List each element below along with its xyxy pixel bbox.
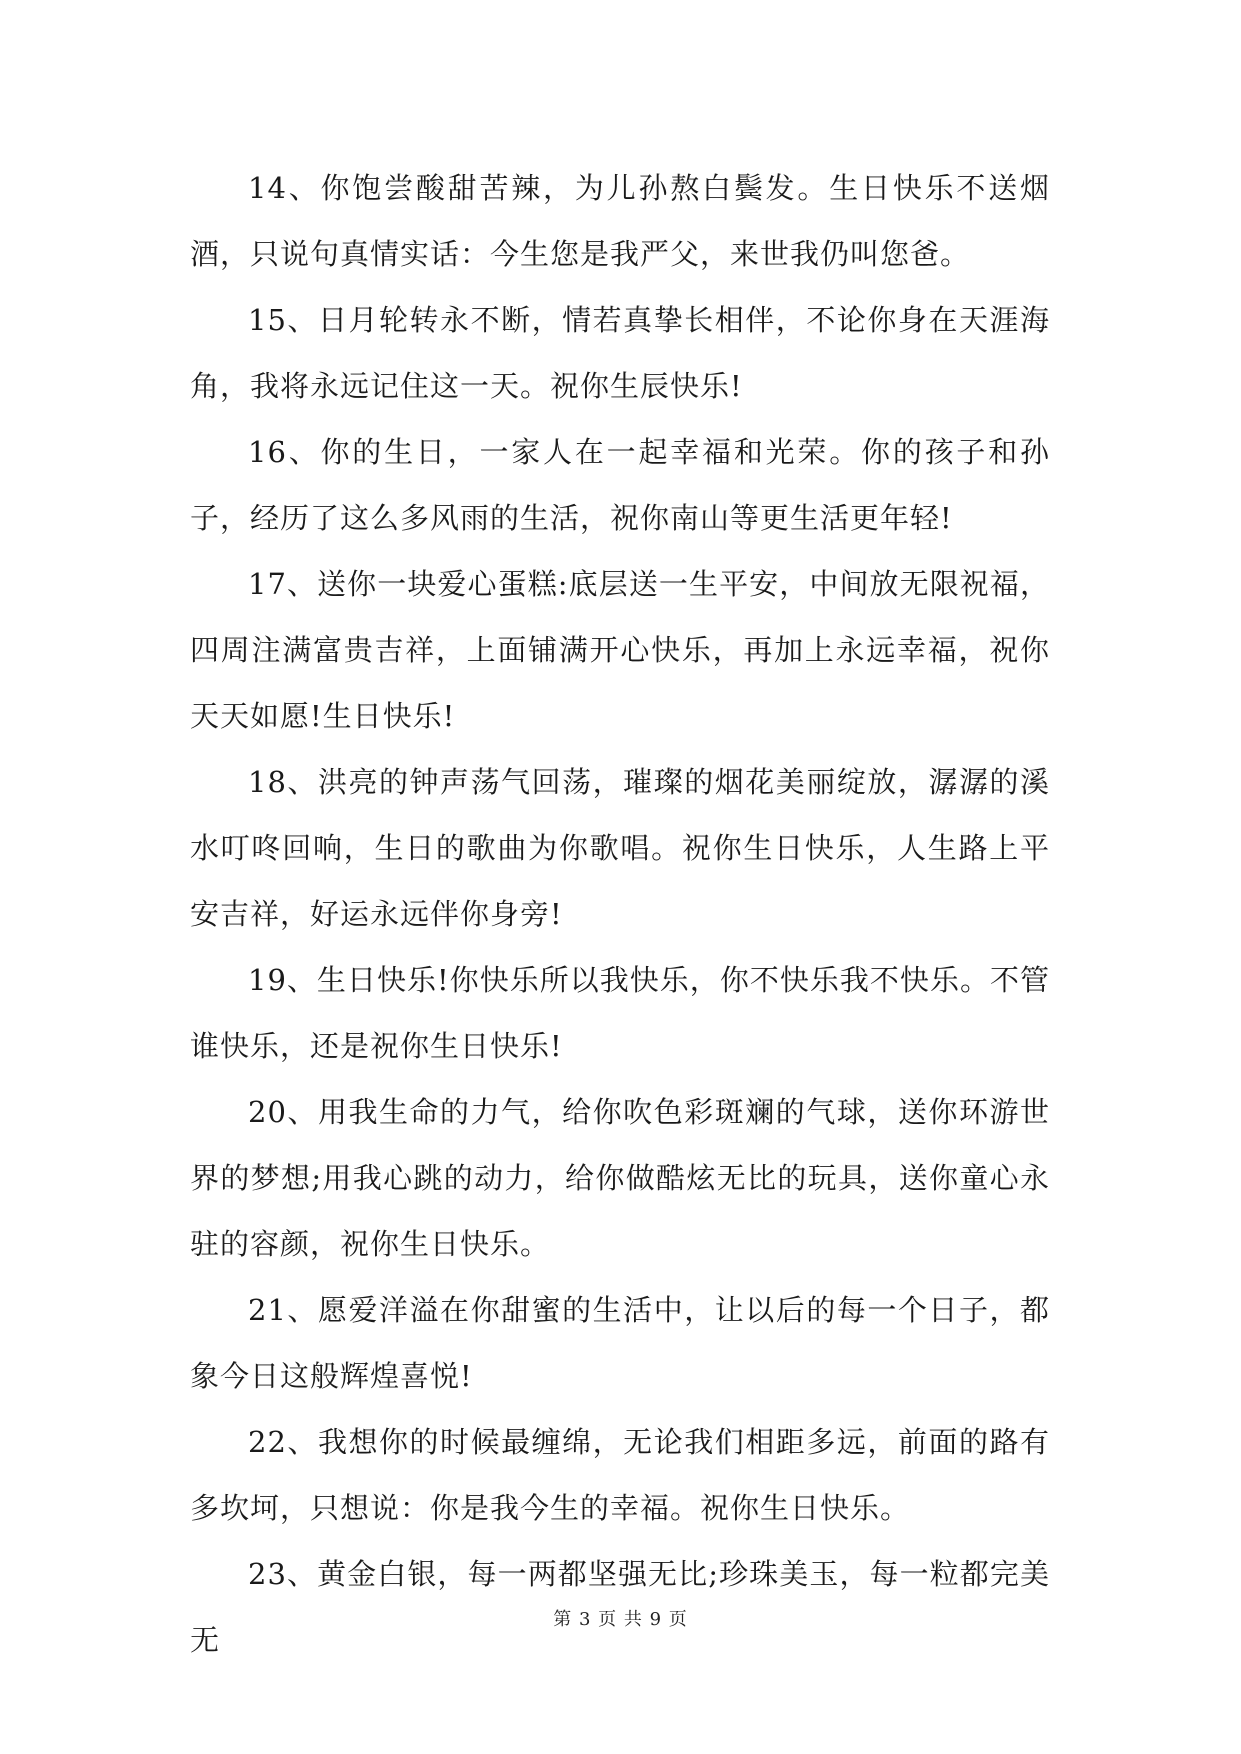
paragraph-21: 21、愿爱洋溢在你甜蜜的生活中，让以后的每一个日子，都象今日这般辉煌喜悦!: [190, 1293, 1050, 1393]
document-body: [190, 155, 1050, 1673]
paragraph-15: 15、日月轮转永不断，情若真挚长相伴，不论你身在天涯海角，我将永远记住这一天。祝你生辰快乐!: [190, 303, 1050, 403]
paragraph-22: 22、我想你的时候最缠绵，无论我们相距多远，前面的路有多坎坷，只想说：你是我今生的幸福。祝你生日快乐。: [190, 1425, 1050, 1525]
paragraph-16: 16、你的生日，一家人在一起幸福和光荣。你的孩子和孙子，经历了这么多风雨的生活，祝你南山等更生活更年轻!: [190, 435, 1050, 535]
page-number-footer: 第 3 页 共 9 页: [553, 1609, 688, 1630]
paragraph-23: 23、黄金白银，每一两都坚强无比;珍珠美玉，每一粒都完美无: [190, 1557, 1050, 1657]
paragraph-18: 18、洪亮的钟声荡气回荡，璀璨的烟花美丽绽放，潺潺的溪水叮咚回响，生日的歌曲为你歌唱。祝你生日快乐，人生路上平安吉祥，好运永远伴你身旁!: [190, 765, 1050, 931]
paragraph-19: 19、生日快乐!你快乐所以我快乐，你不快乐我不快乐。不管谁快乐，还是祝你生日快乐!: [190, 963, 1050, 1063]
paragraph-17: 17、送你一块爱心蛋糕:底层送一生平安，中间放无限祝福，四周注满富贵吉祥，上面铺满开心快乐，再加上永远幸福，祝你天天如愿!生日快乐!: [190, 567, 1050, 733]
paragraph-14: 14、你饱尝酸甜苦辣，为儿孙熬白鬓发。生日快乐不送烟酒，只说句真情实话：今生您是我严父，来世我仍叫您爸。: [190, 171, 1050, 271]
paragraph-20: 20、用我生命的力气，给你吹色彩斑斓的气球，送你环游世界的梦想;用我心跳的动力，给你做酷炫无比的玩具，送你童心永驻的容颜，祝你生日快乐。: [190, 1095, 1050, 1261]
